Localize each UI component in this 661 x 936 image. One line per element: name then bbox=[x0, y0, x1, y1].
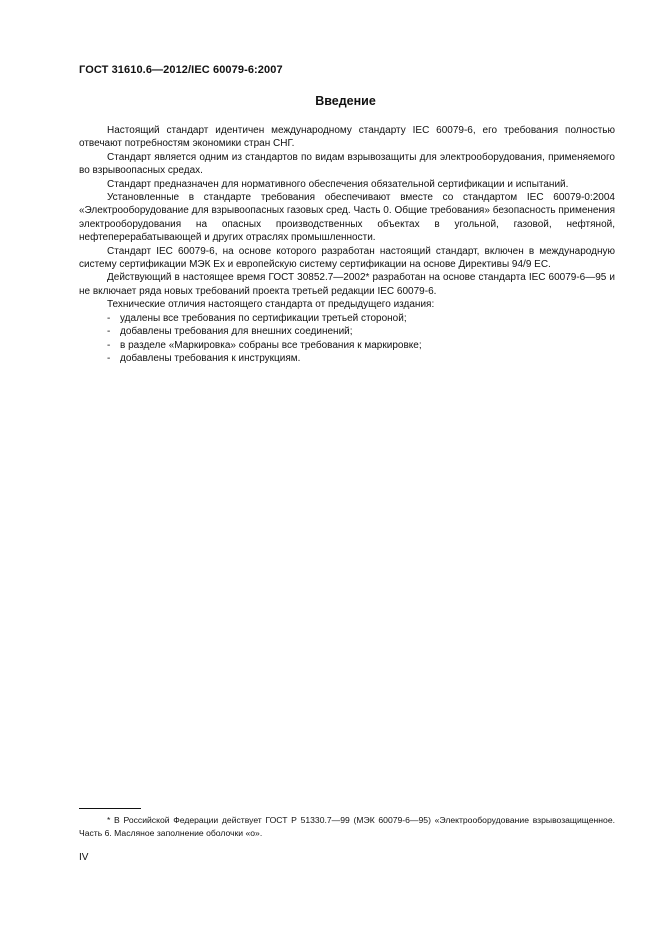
list-item-text: добавлены требования для внешних соединений; bbox=[120, 326, 353, 338]
list-item bbox=[79, 352, 615, 365]
paragraph: Стандарт предназначен для нормативного обеспечения обязательной сертификации и испытаний. bbox=[107, 178, 569, 190]
list-item-text: удалены все требования по сертификации третьей стороной; bbox=[120, 312, 407, 324]
paragraph: Стандарт IEC 60079-6, на основе которого разработан настоящий стандарт, включен в международную систему сертификации МЭК Ex и европейскую систему сертификации на основе Директивы 94/9 ЕС. bbox=[79, 245, 615, 271]
section-title: Введение bbox=[315, 94, 376, 108]
list-item-text: в разделе «Маркировка» собраны все требования к маркировке; bbox=[120, 339, 422, 351]
paragraph: Стандарт является одним из стандартов по видам взрывозащиты для электрооборудования, применяемого во взрывоопасных средах. bbox=[79, 151, 615, 177]
list-item bbox=[79, 325, 615, 338]
page-number: IV bbox=[79, 852, 89, 863]
paragraph: Установленные в стандарте требования обеспечивают вместе со стандартом IEC 60079-0:2004 «Электрооборудование для взрывоопасных газовых сред. Часть 0. Общие требования» безопасность применения электрооборудования на опасных производственных объектах в угольной, газовой, нефтяной, нефтеперерабатывающей и других отраслях промышленности. bbox=[79, 192, 615, 244]
footnote: * В Российской Федерации действует ГОСТ Р 51330.7—99 (МЭК 60079-6—95) «Электрооборудование взрывозащищенное. Часть 6. Масляное заполнение оболочки «о». bbox=[79, 815, 615, 838]
footnote-divider bbox=[79, 808, 141, 809]
list-dash: - bbox=[107, 339, 111, 351]
list-dash: - bbox=[107, 326, 111, 338]
paragraph: Действующий в настоящее время ГОСТ 30852.7—2002* разработан на основе стандарта IEC 60079-6—95 и не включает ряда новых требований проекта третьей редакции IEC 60079-6. bbox=[79, 272, 615, 297]
list-dash: - bbox=[107, 352, 111, 364]
differences-list bbox=[79, 312, 615, 366]
paragraph: Технические отличия настоящего стандарта от предыдущего издания: bbox=[107, 299, 435, 311]
list-item-text: добавлены требования к инструкциям. bbox=[120, 352, 301, 364]
paragraph: Настоящий стандарт идентичен международному стандарту IEC 60079-6, его требования полностью отвечают потребностям экономики стран СНГ. bbox=[79, 125, 615, 150]
list-dash: - bbox=[107, 312, 111, 324]
list-item bbox=[79, 339, 615, 352]
introduction-body bbox=[79, 124, 615, 365]
list-item bbox=[79, 312, 615, 325]
document-header: ГОСТ 31610.6—2012/IEC 60079-6:2007 bbox=[79, 64, 283, 76]
